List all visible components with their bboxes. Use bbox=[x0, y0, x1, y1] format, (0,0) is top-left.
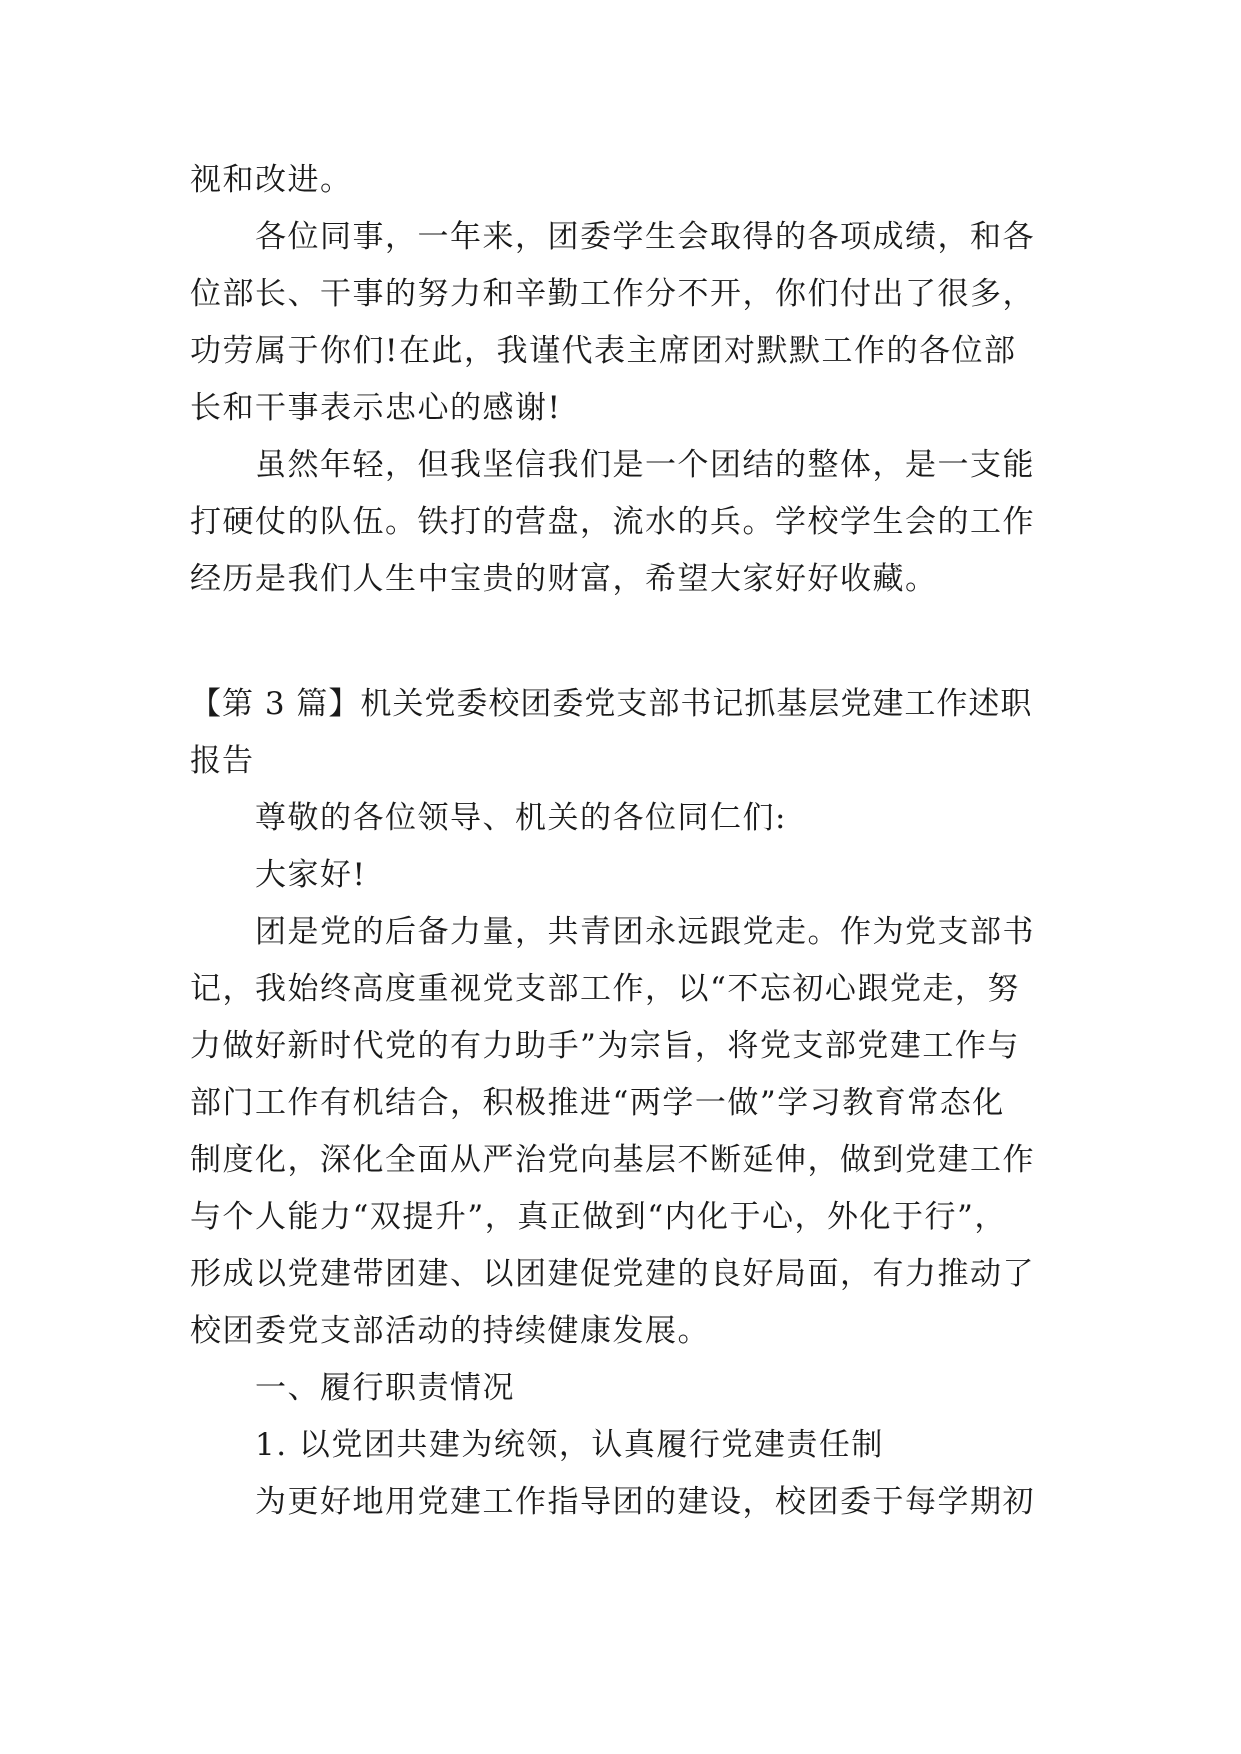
section-gap bbox=[190, 608, 1060, 676]
text-line: 校团委党支部活动的持续健康发展。 bbox=[190, 1313, 710, 1349]
paragraph-start: 各位同事，一年来，团委学生会取得的各项成绩，和各 bbox=[255, 219, 1035, 255]
paragraph-start: 虽然年轻，但我坚信我们是一个团结的整体，是一支能 bbox=[255, 447, 1035, 483]
text-line: 打硬仗的队伍。铁打的营盘，流水的兵。学校学生会的工作 bbox=[190, 504, 1035, 540]
text-line: 功劳属于你们!在此，我谨代表主席团对默默工作的各位部 bbox=[190, 333, 1017, 369]
paragraph-start: 为更好地用党建工作指导团的建设，校团委于每学期初 bbox=[255, 1484, 1035, 1520]
section-title-continued: 报告 bbox=[190, 743, 254, 779]
document-body bbox=[190, 152, 1060, 1531]
text-line: 视和改进。 bbox=[190, 162, 353, 198]
text-line: 部门工作有机结合，积极推进“两学一做”学习教育常态化 bbox=[190, 1085, 1005, 1121]
text-line: 长和干事表示忠心的感谢! bbox=[190, 390, 562, 426]
numbered-subheading: 1. 以党团共建为统领，认真履行党建责任制 bbox=[255, 1427, 884, 1463]
subheading: 一、履行职责情况 bbox=[255, 1370, 515, 1406]
text-line: 位部长、干事的努力和辛勤工作分不开，你们付出了很多， bbox=[190, 276, 1035, 312]
text-line: 力做好新时代党的有力助手”为宗旨，将党支部党建工作与 bbox=[190, 1028, 1020, 1064]
salutation: 尊敬的各位领导、机关的各位同仁们: bbox=[255, 800, 787, 836]
greeting: 大家好! bbox=[255, 857, 367, 893]
text-line: 形成以党建带团建、以团建促党建的良好局面，有力推动了 bbox=[190, 1256, 1035, 1292]
section-title: 【第 3 篇】机关党委校团委党支部书记抓基层党建工作述职 bbox=[190, 686, 1033, 722]
text-line: 制度化，深化全面从严治党向基层不断延伸，做到党建工作 bbox=[190, 1142, 1035, 1178]
text-line: 经历是我们人生中宝贵的财富，希望大家好好收藏。 bbox=[190, 561, 938, 597]
paragraph-start: 团是党的后备力量，共青团永远跟党走。作为党支部书 bbox=[255, 914, 1035, 950]
text-line: 记，我始终高度重视党支部工作，以“不忘初心跟党走，努 bbox=[190, 971, 1020, 1007]
text-line: 与个人能力“双提升”，真正做到“内化于心，外化于行”， bbox=[190, 1199, 1007, 1235]
